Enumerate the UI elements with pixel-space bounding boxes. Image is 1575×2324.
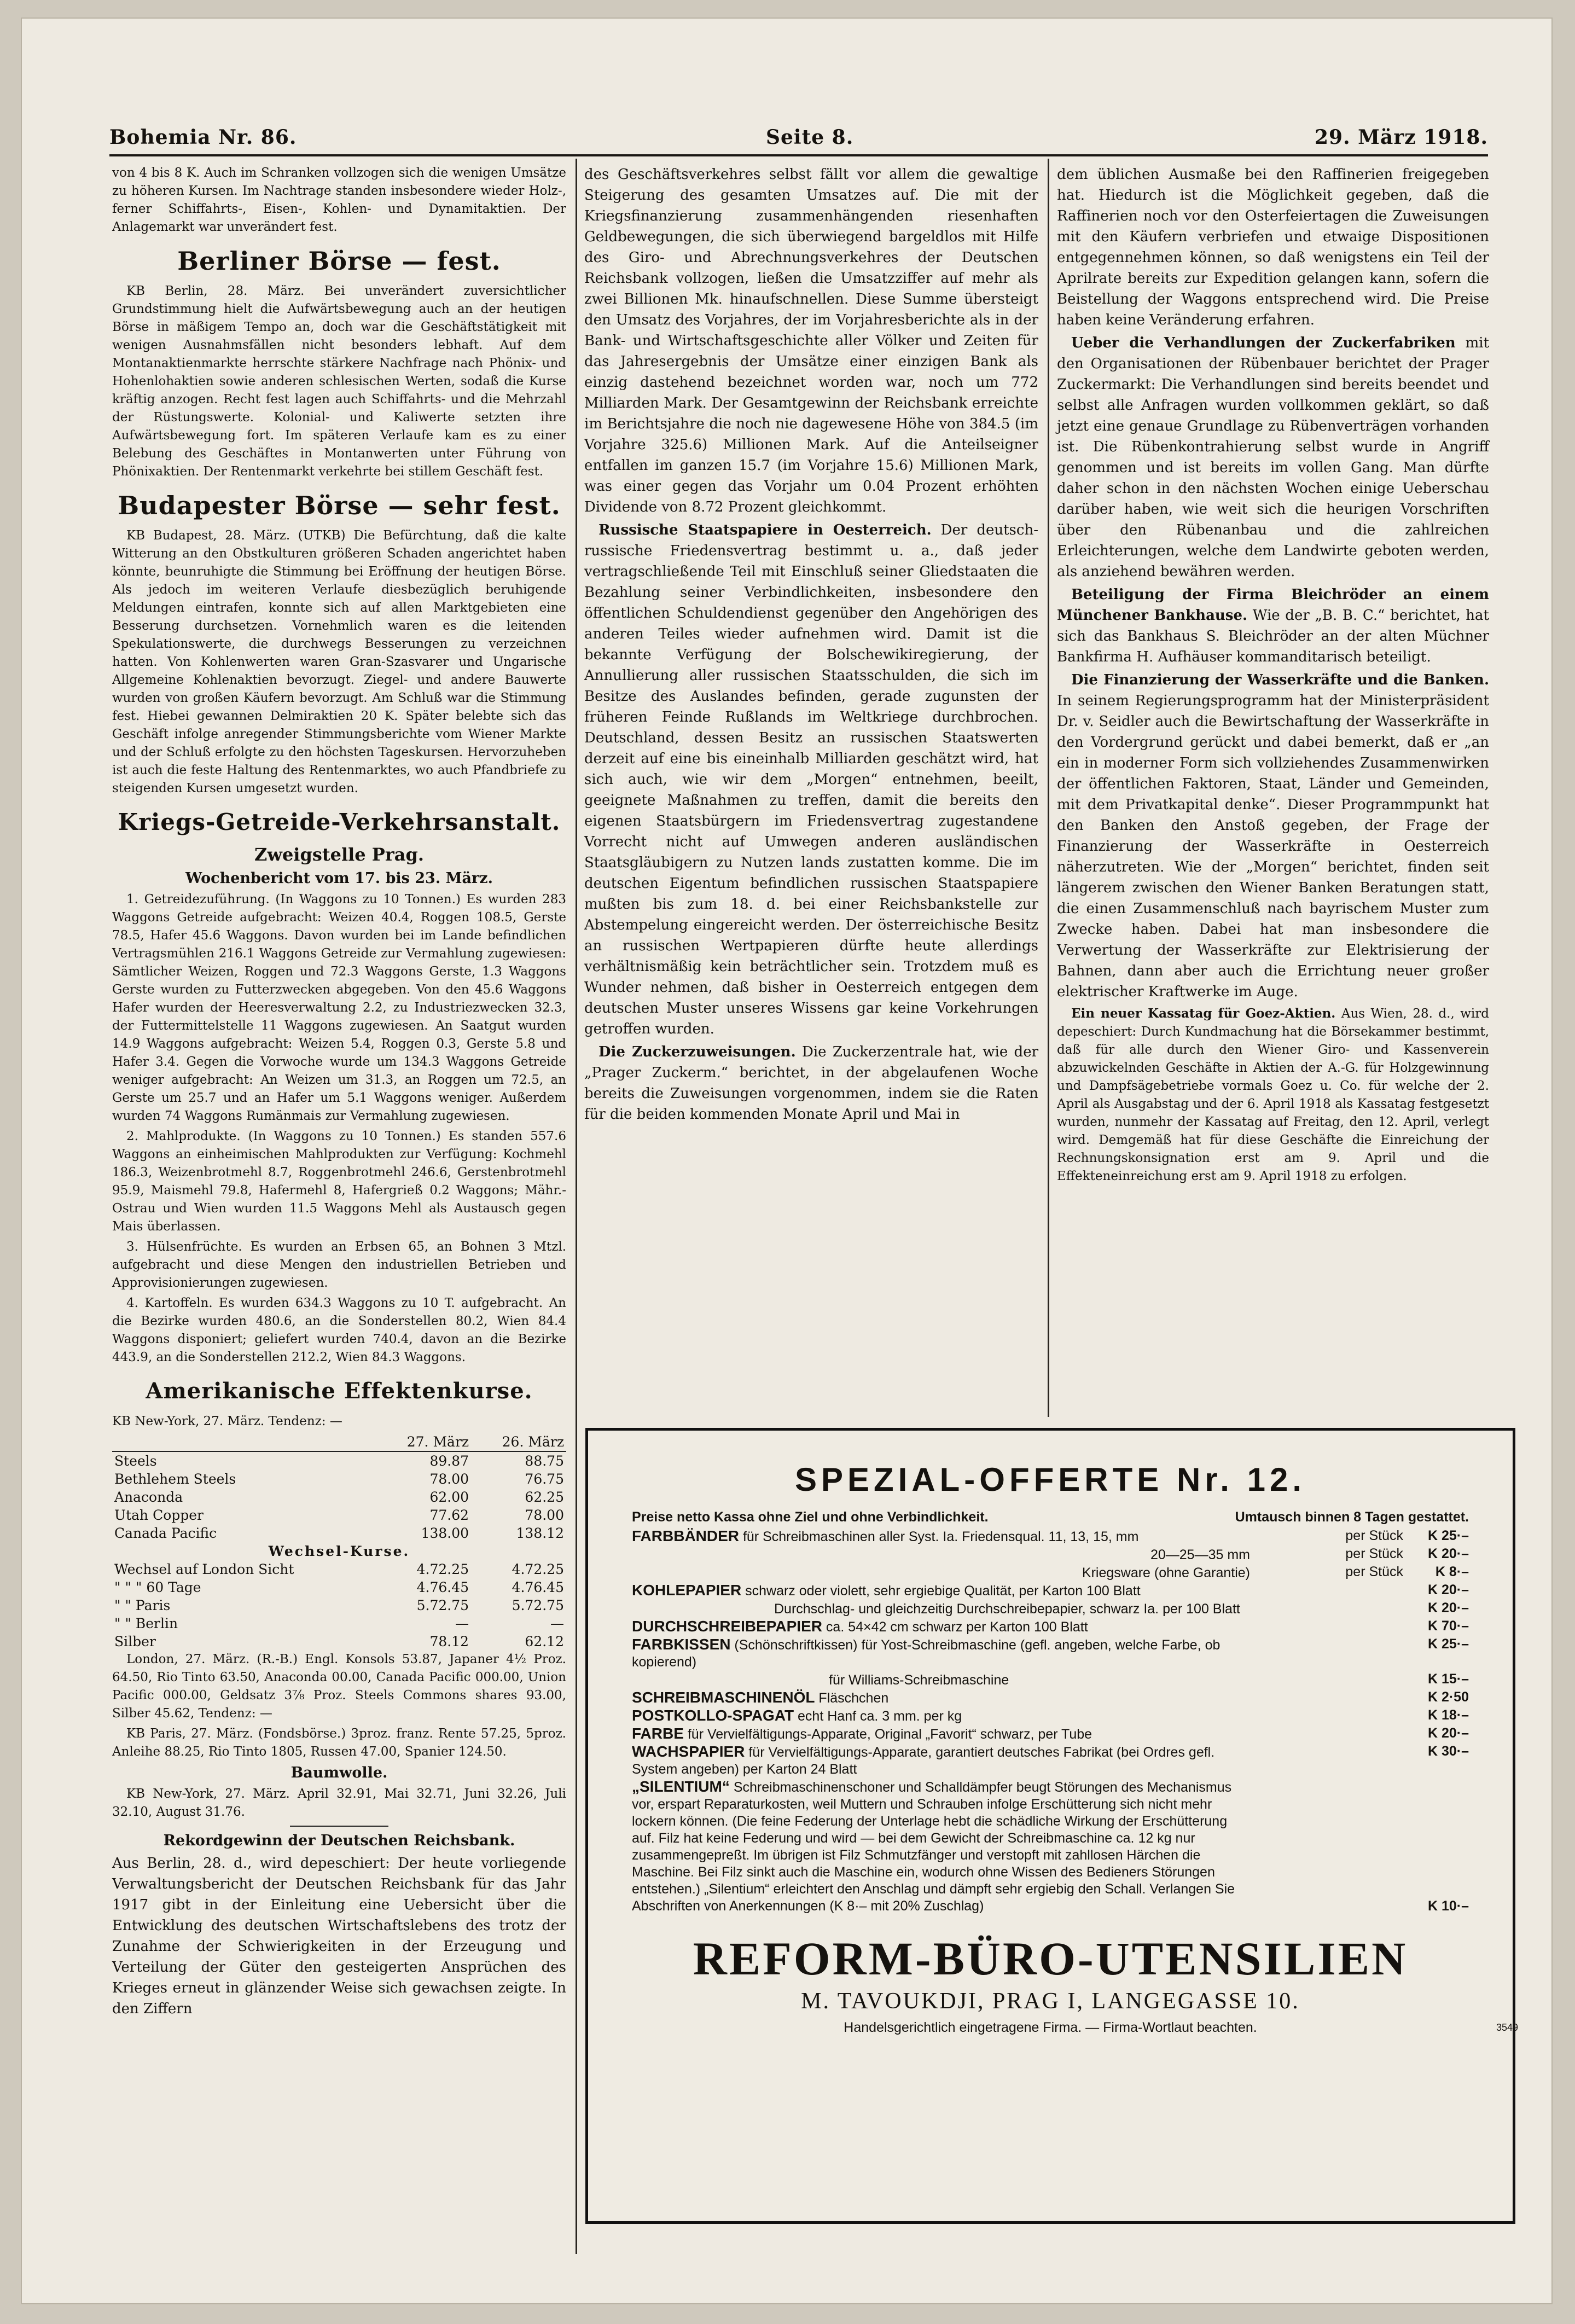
table-row: Wechsel auf London Sicht 4.72.25 4.72.25 — [114, 1561, 564, 1577]
ad-item: WACHSPAPIER für Vervielfältigungs-Apparate, garantiert deutsches Fabrikat (bei Ordres gefl. System angeben) per Karton 24 Blatt K 30·– — [632, 1743, 1469, 1777]
header-paper-name: Bohemia Nr. 86. — [109, 126, 297, 149]
kriegs-paragraph-2: 2. Mahlprodukte. (In Waggons zu 10 Tonnen.) Es standen 557.6 Waggons an einheimischen Mahlprodukten zur Verfügung: Kochmehl 186.3, Weizenbrotmehl 8.7, Roggenbrotmehl 246.6, Gerstenbrotmehl 95.9, Maismehl 79.8, Hafermehl 8, Hafergrieß 0.2 Waggons; Mähr.-Ostrau und Wien wurden 11.5 Waggons Mehl als Austausch gegen Mais überlassen. — [112, 1129, 566, 1234]
ad-item: 20—25—35 mm per Stück K 20·– — [1150, 1546, 1469, 1562]
kriegs-week: Wochenbericht vom 17. bis 23. März. — [185, 870, 493, 887]
lead-russ: Russische Staatspapiere in Oesterreich. — [598, 522, 932, 538]
subheadline-kriegs: Zweigstelle Prag. — [254, 844, 424, 865]
column-1 — [112, 164, 566, 2021]
column-2 — [584, 164, 1038, 1127]
text-kassatag: Aus Wien, 28. d., wird depeschiert: Durch Kundmachung hat die Börsekammer bestimmt, daß für alle durch den Wiener Giro- und Kassenverein abzuwickelnden Geschäfte in Aktien der A.-G. für Holzgewinnung und Dampfsägebetriebe vormals Goez u. Co. für welche der 2. April als Ausgabstag und der 6. April 1918 als Kassatag festgesetzt wurden, nunmehr der Kassatag auf Freitag, den 12. April, verlegt wird. Demgemäß hat für diese Geschäfte die Einreichung der Rechnungskonsignation erst am 9. April und die Effekteneinreichung erst am 9. April 1918 zu erfolgen. — [1057, 1007, 1490, 1183]
headline-kriegs: Kriegs-Getreide-Verkehrsanstalt. — [118, 809, 561, 835]
stock-col-header: 27. März — [376, 1433, 471, 1451]
article-kassatag — [1057, 1004, 1489, 1186]
header-date: 29. März 1918. — [1314, 126, 1488, 149]
table-row: Bethlehem Steels 78.00 76.75 — [114, 1471, 564, 1487]
article-verhandlungen — [1057, 333, 1489, 582]
ad-item: FARBE für Vervielfältigungs-Apparate, Original „Favorit“ schwarz, per Tube K 20·– — [632, 1725, 1469, 1742]
lead-zucker: Die Zuckerzuweisungen. — [598, 1044, 796, 1060]
table-row: " " Paris 5.72.75 5.72.75 — [114, 1597, 564, 1613]
article-budapest: KB Budapest, 28. März. (UTKB) Die Befürchtung, daß die kalte Witterung an den Obstkulturen größeren Schaden angerichtet haben könnte, beunruhigte die Stimmung bei Eröffnung der heutigen Börse. Als jedoch im weiteren Verlaufe diesbezüglich beruhigende Meldungen eintrafen, konnte sich auf allen Marktgebieten eine Besserung durchsetzen. Vornehmlich waren es die leitenden Spekulationswerte, die durchwegs Besserungen zu verzeichnen hatten. Von Kohlenwerten waren Gran-Szasvarer und Ungarische Allgemeine Kohlenaktien bevorzugt. Ziegel- und andere Bauwerte wurden von großen Käufern bevorzugt. Am Schluß war die Stimmung fest. Hiebei gewannen Delmiraktien 20 K. Später belebte sich das Geschäft infolge anregender Stimmungsberichte vom Wiener Markte und der Schluß erfolgte zu den höchsten Tageskursen. Hervorzuheben ist auch die feste Haltung des Rentenmarktes, wo auch Pfandbriefe zu steigenden Kursen umgesetzt wurden. — [112, 528, 566, 795]
ad-price-list — [588, 1527, 1513, 1915]
lead-verhandlungen: Ueber die Verhandlungen der Zuckerfabriken — [1071, 335, 1456, 351]
page-header — [109, 120, 1488, 153]
table-row: Silber 78.12 62.12 — [114, 1634, 564, 1649]
ad-terms-left: Preise netto Kassa ohne Ziel und ohne Verbindlichkeit. — [632, 1509, 989, 1525]
ad-item: SCHREIBMASCHINENÖL Fläschchen K 2·50 — [632, 1689, 1469, 1706]
article-berlin: KB Berlin, 28. März. Bei unverändert zuversichtlicher Grundstimmung hielt die Aufwärtsbewegung auch an der heutigen Börse in mäßigem Tempo an, doch war die Geschäftstätigkeit mit wenigen Ausnahmsfällen nicht besonders lebhaft. Auf dem Montanaktienmarkte herrschte stärkere Nachfrage nach Phönix- und Hohenlohaktien sowie anderen schlesischen Werten, sodaß die Kurse kräftig anzogen. Recht fest lagen auch Schiffahrts- und die Mehrzahl der Rüstungswerte. Kolonial- und Kaliwerte setzten ihre Aufwärtsbewegung fort. Im späteren Verlaufe kam es zu einer Belebung des Geschäftes in Montanwerten unter Führung von Phönixaktien. Der Rentenmarkt verkehrte bei stillem Geschäft fest. — [112, 284, 566, 479]
ad-item: KOHLEPAPIER schwarz oder violett, sehr ergiebige Qualität, per Karton 100 Blatt K 20·– — [632, 1582, 1469, 1599]
wechsel-title: Wechsel-Kurse. — [268, 1543, 410, 1559]
ad-terms — [588, 1498, 1513, 1527]
ad-item: FARBBÄNDER für Schreibmaschinen aller Syst. Ia. Friedensqual. 11, 13, 15, mm per Stück K 25·– — [632, 1527, 1469, 1544]
text-russ: Der deutsch-russische Friedensvertrag bestimmt u. a., daß jeder vertragschließende Teil mit Einschluß seiner Gliedstaaten die Bezahlung seiner Verbindlichkeiten, insbesondere den öffentlichen Schuldendienst gegenüber den Angehörigen des anderen Teiles wieder aufnehmen wird. Damit ist die bekannte Verfügung der Bolschewikiregierung, der Annullierung aller russischen Staatsschulden, die sich im Besitze des Auslandes befinden, gerade zugunsten der früheren Feinde Rußlands im Weltkriege durchbrochen. Deutschland, dessen Besitz an russischen Staatswerten derzeit auf eine bis eineinhalb Milliarden geschätzt wird, hat sich auch, wie wir dem „Morgen“ entnehmen, beeilt, geeignete Maßnahmen zu treffen, damit die bereits den eigenen Staatsbürgern im Friedensvertrag zugestandene Vorrecht nicht auf Umwegen anderen ausländischen Staatsgläubigern zu Nutzen lands zustatten komme. Die im deutschen Eigentum befindlichen russischen Staatspapiere mußten bis zum 18. d. bei einer Reichsbankstelle zur Abstempelung eingereicht werden. Der österreichische Besitz an russischen Wertpapieren dürfte heute allerdings verhältnismäßig kein beträchtlicher sein. Trotzdem muß es Wunder nehmen, daß bisher in Oesterreich entgegen dem deutschen Muster unseres Wissens gar keine Vorkehrungen getroffen wurden. — [584, 522, 1038, 1037]
column-divider — [1048, 159, 1049, 1417]
stock-col-header: 26. März — [471, 1433, 566, 1451]
article-reichsbank-cont: des Geschäftsverkehres selbst fällt vor allem die gewaltige Steigerung des gesamten Umsatzes auf. Die mit der Kriegsfinanzierung zusammenhängenden riesenhaften Geldbewegungen, die sich überwiegend bargeldlos mit Hilfe des Giro- und Abrechnungsverkehres der Deutschen Reichsbank vollzogen, ließen die Umsatzziffer auf mehr als zwei Billionen Mk. hinaufschnellen. Diese Summe übersteigt den Umsatz des Vorjahres, der im Vorjahresberichte als in der Bank- und Wirtschaftsgeschichte aller Völker und Zeiten für das Jahresergebnis der Umsätze einer einzigen Bank als einzig dastehend bezeichnet worden war, noch um 772 Milliarden Mark. Der Gesamtgewinn der Reichsbank erreichte im Berichtsjahre die noch nie dagewesene Höhe von 384.5 (im Vorjahre 325.6) Millionen Mark. Auf die Anteilseigner entfallen im ganzen 15.7 (im Vorjahre 15.6) Millionen Mark, was einer gegen das Vorjahr um 0.04 Prozent erhöhten Dividende von 8.72 Prozent gleichkommt. — [584, 166, 1038, 515]
lead-finanzierung: Die Finanzierung der Wasserkräfte und die Banken. — [1071, 672, 1489, 688]
text-finanzierung: In seinem Regierungsprogramm hat der Ministerpräsident Dr. v. Seidler auch die Bewirtschaftung der Wasserkräfte in den Vordergrund gerückt und dabei bemerkt, daß er „an ein in moderner Form sich vollziehendes Zusammenwirken der öffentlichen Faktoren, Staat, Länder und Gemeinden, mit dem Privatkapital denke“. Dieser Programmpunkt hat den Banken den Anstoß gegeben, der Frage der Finanzierung der Wasserkräfte in Oesterreich näherzutreten. Wie der „Morgen“ berichtet, finden seit längerem zwischen den Wiener Banken Beratungen statt, die einen Zusammenschluß nach bayrischem Muster zum Zwecke haben. Dabei hat man insbesondere die Verwertung der Wasserkräfte zur Elektrisierung der Bahnen, dann aber auch die Errichtung neuer großer elektrischer Kraftwerke im Auge. — [1057, 693, 1489, 1000]
stock-table — [112, 1433, 566, 1651]
kriegs-paragraph-3: 3. Hülsenfrüchte. Es wurden an Erbsen 65, an Bohnen 3 Mtzl. aufgebracht und diese Mengen den industriellen Betrieben und Approvisionierungen zugewiesen. — [112, 1240, 566, 1290]
headline-rekord: Rekordgewinn der Deutschen Reichsbank. — [163, 1832, 515, 1849]
ad-terms-right: Umtausch binnen 8 Tagen gestattet. — [1235, 1509, 1469, 1525]
table-row: Canada Pacific 138.00 138.12 — [114, 1525, 564, 1541]
article-rekord: Aus Berlin, 28. d., wird depeschiert: Der heute vorliegende Verwaltungsbericht der Deutschen Reichsbank für das Jahr 1917 gibt in der Einleitung eine Uebersicht über die Entwicklung des deutschen Wirtschaftslebens des trotz der Zunahme der Schwierigkeiten in der Erzeugung und Verteilung der Güter den gesteigerten Ansprüchen des Krieges erneut in glänzender Weise sich gewachsen zeigte. In den Ziffern — [112, 1855, 566, 2017]
table-row: Anaconda 62.00 62.25 — [114, 1489, 564, 1505]
table-row: " " " 60 Tage 4.76.45 4.76.45 — [114, 1579, 564, 1595]
text-beteiligung: Wie der „B. B. C.“ berichtet, hat sich das Bankhaus S. Bleichröder an der alten Müchner Bankfirma H. Aufhäuser kommanditarisch beteiligt. — [1057, 607, 1490, 665]
paris-report: KB Paris, 27. März. (Fondsbörse.) 3proz. franz. Rente 57.25, 5proz. Anleihe 88.25, Rio Tinto 1805, Russen 47.00, Spanier 124.50. — [112, 1727, 566, 1759]
column-divider — [576, 159, 577, 2254]
kriegs-paragraph-4: 4. Kartoffeln. Es wurden 634.3 Waggons zu 10 T. aufgebracht. An die Bezirke wurden 480.6, an die Sonderstellen 80.2, Wien 84.4 Waggons disponiert; geliefert wurden 740.4, davon an die Bezirke 443.9, an die Sonderstellen 212.2, Wien 84.3 Waggons. — [112, 1296, 566, 1364]
lead-beteiligung: Beteiligung der Firma Bleichröder an einem Münchener Bankhause. — [1057, 586, 1489, 624]
baumwolle-report: KB New-York, 27. März. April 32.91, Mai 32.71, Juni 32.26, Juli 32.10, August 31.76. — [112, 1787, 566, 1819]
ad-registration-text: Handelsgerichtlich eingetragene Firma. — Firma-Wortlaut beachten. — [844, 2020, 1257, 2035]
headline-berlin: Berliner Börse — fest. — [177, 246, 501, 276]
article-russ — [584, 520, 1038, 1039]
london-report: London, 27. März. (R.-B.) Engl. Konsols 53.87, Japaner 4½ Proz. 64.50, Rio Tinto 63.50, Anaconda 00.00, Canada Pacific 000.00, Union Pacific 000.00, Geldsatz 3⅞ Proz. Steels Commons shares 93.00, Silber 45.62, Tendenz: — — [112, 1652, 566, 1721]
ad-item: „SILENTIUM“ Schreibmaschinenschoner und Schalldämpfer beugt Störungen des Mechanismus vor, erspart Reparaturkosten, weil Muttern und Schrauben infolge Erschütterung sich nicht mehr lockern können. (Die feine Federung der Unterlage hebt die schädliche Wirkung der Erschütterung auf. Filz hat keine Federung und wird — bei dem Gewicht der Schreibmaschine ca. 12 kg nur zusammengepreßt. Im übrigen ist Filz Schmutzfänger und verstopft mit zahllosen Härchen die Maschine. Bei Filz sinkt auch die Maschine ein, wodurch ohne Wissen des Bedieners Störungen entstehen.) „Silentium“ erleichtert den Anschlag und dämpft sehr ergiebig den Schall. Verlangen Sie Abschriften von Anerkennungen (K 8·– mit 20% Zuschlag) K 10·– — [632, 1778, 1469, 1914]
article-beteiligung — [1057, 584, 1489, 667]
ad-item: Durchschlag- und gleichzeitig Durchschreibepapier, schwarz Ia. per 100 Blatt K 20·– — [774, 1600, 1469, 1617]
baumwolle-title: Baumwolle. — [290, 1764, 388, 1781]
lead-kassatag: Ein neuer Kassatag für Goez-Aktien. — [1071, 1006, 1336, 1021]
ad-item: FARBKISSEN (Schönschriftkissen) für Yost-Schreibmaschine (gefl. angeben, welche Farbe, ob kopierend) K 25·– — [632, 1636, 1469, 1670]
amerik-line: KB New-York, 27. März. Tendenz: — — [112, 1414, 342, 1428]
headline-budapest: Budapester Börse — sehr fest. — [118, 491, 561, 520]
header-rule — [109, 154, 1488, 156]
table-row: Utah Copper 77.62 78.00 — [114, 1507, 564, 1523]
table-row: " " Berlin — — — [114, 1616, 564, 1631]
ad-item: DURCHSCHREIBEPAPIER ca. 54×42 cm schwarz per Karton 100 Blatt K 70·– — [632, 1618, 1469, 1635]
ad-address: M. TAVOUKDJI, PRAG I, LANGEGASSE 10. — [801, 1989, 1300, 2014]
article-intro: von 4 bis 8 K. Auch im Schranken vollzogen sich die wenigen Umsätze zu höheren Kursen. Im Nachtrage standen insbesondere wieder Holz-, ferner Schiffahrts-, Eisen-, Kohlen- und Dynamitaktien. Der Anlagemarkt war unverändert fest. — [112, 166, 566, 234]
ad-title: SPEZIAL-OFFERTE Nr. 12. — [794, 1461, 1306, 1498]
ad-item: für Williams-Schreibmaschine K 15·– — [829, 1671, 1469, 1688]
advertisement-box — [585, 1428, 1518, 2224]
kriegs-paragraph-1: 1. Getreidezuführung. (In Waggons zu 10 Tonnen.) Es wurden 283 Waggons Getreide aufgebracht: Weizen 40.4, Roggen 108.5, Gerste 78.5, Hafer 45.6 Waggons. Davon wurden bei im Lande befindlichen Vertragsmühlen 216.1 Waggons Getreide zur Vermahlung zugewiesen: Sämtlicher Weizen, Roggen und 72.3 Waggons Gerste, 1.3 Waggons Gerste wurden zu Futterzwecken abgegeben. Von den 45.6 Waggons Hafer wurden der Heeresverwaltung 2.2, zu Industriezwecken 32.3, der Futtermittelstelle 11 Waggons zugewiesen. An Saatgut wurden 14.9 Waggons aufgebracht: Weizen 5.4, Roggen 0.3, Gerste 5.8 und Hafer 3.4. Gegen die Vorwoche wurde um 134.3 Waggons Getreide weniger aufgebracht: An Weizen um 31.3, an Roggen um 72.5, an Gerste um 25.7 und an Hafer um 5.1 Waggons weniger. Außerdem wurden 74 Waggons Rumänmais zur Vermahlung zugewiesen. — [112, 892, 566, 1123]
ad-registration — [588, 2020, 1518, 2036]
article-zucker-cont: dem üblichen Ausmaße bei den Raffinerien freigegeben hat. Hiedurch ist die Möglichkeit gegeben, daß die Raffinerien noch vor den Osterfeiertagen die Zuweisungen mit den Käufern verbriefen und etwaige Dispositionen entgegennehmen können, so daß wenigstens ein Teil der Aprilrate bereits zur Expedition gelangen kann, sofern die Beistellung der Waggons entsprechend wird. Die Preise haben keine Veränderung erfahren. — [1057, 166, 1489, 328]
header-page-number: Seite 8. — [766, 126, 854, 149]
ad-company-name: REFORM-BÜRO-UTENSILIEN — [693, 1932, 1408, 1985]
article-zucker — [584, 1042, 1038, 1125]
column-3 — [1057, 164, 1489, 1188]
divider — [290, 1826, 388, 1827]
ad-item: POSTKOLLO-SPAGAT echt Hanf ca. 3 mm. per kg K 18·– — [632, 1707, 1469, 1724]
ad-code: 3549 — [1496, 2022, 1518, 2033]
headline-amerikanisch: Amerikanische Effektenkurse. — [146, 1378, 533, 1404]
table-row: Steels 89.87 88.75 — [114, 1453, 564, 1469]
text-zucker: Die Zuckerzentrale hat, wie der „Prager Zuckerm.“ berichtet, in der abgelaufenen Woche bereits die Zuweisungen vorgenommen, indem sie die Raten für die beiden kommenden Monate April und Mai in — [584, 1044, 1039, 1123]
article-finanzierung — [1057, 670, 1489, 1002]
ad-item: Kriegsware (ohne Garantie) per Stück K 8·– — [1082, 1564, 1469, 1581]
text-verhandlungen: mit den Organisationen der Rübenbauer berichtet der Prager Zuckermarkt: Die Verhandlungen sind bereits beendet und selbst alle Anfragen wurden vollkommen geklärt, so daß jetzt eine genaue Grundlage zu Rübenverträgen vorhanden ist. Die Rübenkontrahierung selbst wurde in Angriff genommen und ist bereits im vollen Gang. Man dürfte daher schon in den nächsten Wochen einige Ueberschau darüber haben, wie weit sich die heurigen Vorschriften über den Rübenanbau und die zahlreichen Erleichterungen, welche dem Landwirte geboten werden, als anziehend bewähren werden. — [1057, 335, 1490, 580]
